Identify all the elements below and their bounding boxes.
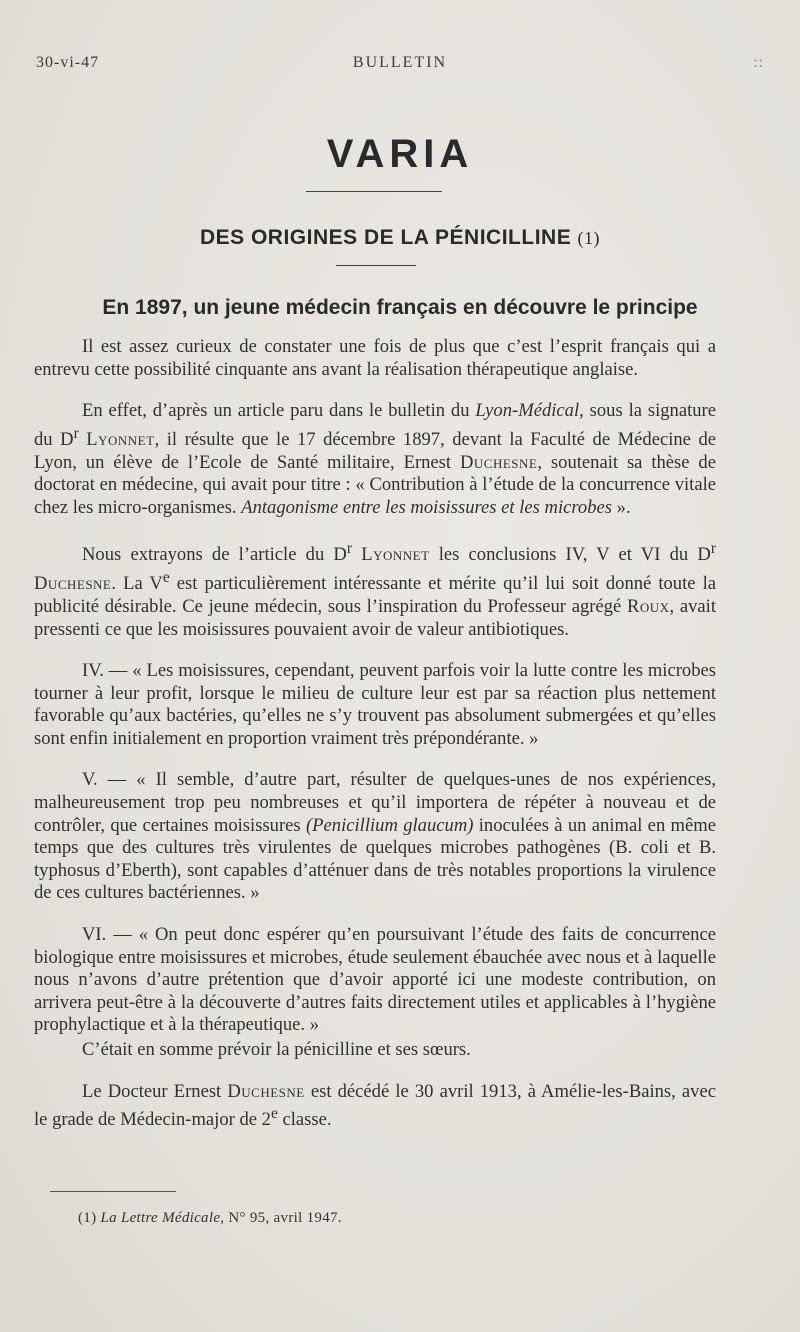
header-title: BULLETIN <box>352 54 448 71</box>
header-page-number: :: <box>753 54 764 71</box>
paragraph-2: En effet, d’après un article paru dans le bulletin du Lyon-Médical, sous la signature du $D^r$ Lyonnet, il résulte que le 17 décembre 1897, devant la Faculté de Médecine de Lyon, un élève de l’Ecole de Santé militaire, Ernest Duchesne, soutenait sa thèse de doctorat en médecine, qui avait pour titre : « Contribution à l’étude de la concurrence vitale chez les micro-organismes. Antagonisme entre les moisissures et les microbes ». <box>34 400 717 518</box>
section-heading: VARIA <box>326 132 474 176</box>
student-name: Duchesne <box>459 451 538 473</box>
heading-divider <box>306 191 442 192</box>
thesis-subtitle: Antagonisme entre les moisissures et les microbes <box>241 496 613 518</box>
header-date: 30-vi-47 <box>36 54 100 71</box>
paragraph-obituary: Le Docteur Ernest Duchesne est décédé le 30 avril 1913, à Amélie-les-Bains, avec le grade de Médecin-major de 2e classe. <box>34 1080 716 1131</box>
species-name: (Penicillium glaucum) <box>305 814 474 836</box>
footnote <box>78 1210 342 1227</box>
conclusion-v: V. — « Il semble, d’autre part, résulter de quelques-unes de nos expériences, malheureusement trop peu nombreuses et qu’il importera de répéter à nouveau et de contrôler, que certaines moisissures (Penicillium glaucum) inoculées à un animal en même temps que des cultures très virulentes de quelques microbes pathogènes (B. coli et B. typhosus d’Eberth), sont capables d’atténuer dans de très notables proportions la virulence de ces cultures bactériennes. » <box>34 769 716 904</box>
paragraph-3: Nous extrayons de l’article du $D^r$ Lyonnet les conclusions IV, V et VI du $D^r$ Duchesne. La Ve est particulièrement intéressante et mérite qu’il lui soit donné toute la publicité désirable. Ce jeune médecin, sous l’inspiration du Professeur agrégé Roux, avait pressenti ce que les moisissures pouvaient avoir de valeur antibiotiques. <box>34 540 716 640</box>
conclusion-iv: IV. — « Les moisissures, cependant, peuvent parfois voir la lutte contre les microbes tourner à leur profit, lorsque le milieu de culture leur est par sa réaction plus nettement favorable qu’aux bactéries, qu’elles ne s’y trouvent pas absolument submergées et qu’elles sont enfin initialement en proportion vraiment très prépondérante. » <box>34 660 716 749</box>
article-title-text: DES ORIGINES DE LA PÉNICILLINE <box>199 226 572 249</box>
article-body <box>34 336 716 1151</box>
paragraph-1: Il est assez curieux de constater une fois de plus que c’est l’esprit français qui a entrevu cette possibilité cinquante ans avant la réalisation thérapeutique anglaise. <box>34 336 716 380</box>
article-headline: En 1897, un jeune médecin français en découvre le principe <box>102 296 698 319</box>
footnote-mark: (1) <box>78 1210 97 1226</box>
conclusion-vi: VI. — « On peut donc espérer qu’en poursuivant l’étude des faits de concurrence biologique entre moisissures et microbes, étude seulement ébauchée avec nous et à laquelle nous n’avons d’autre prétention que d’avoir apporté ici une modeste contribution, on arrivera peut-être à la découverte d’autres faits directement utiles et applicables à l’hygiène prophylactique et à la thérapeutique. » <box>34 924 716 1036</box>
article-title <box>0 226 800 250</box>
footnote-details: N° 95, avril 1947. <box>224 1210 342 1226</box>
author-name: Lyonnet <box>86 428 155 450</box>
title-divider <box>336 265 416 266</box>
running-header <box>36 54 764 76</box>
professor-name: Roux <box>626 595 670 617</box>
footnote-divider <box>50 1191 176 1192</box>
paragraph-summary: C’était en somme prévoir la pénicilline et ses sœurs. <box>82 1039 471 1060</box>
article-title-footnote-mark: (1) <box>577 228 601 248</box>
footnote-source: La Lettre Médicale, <box>100 1210 225 1226</box>
journal-name: Lyon-Médical <box>475 400 580 422</box>
